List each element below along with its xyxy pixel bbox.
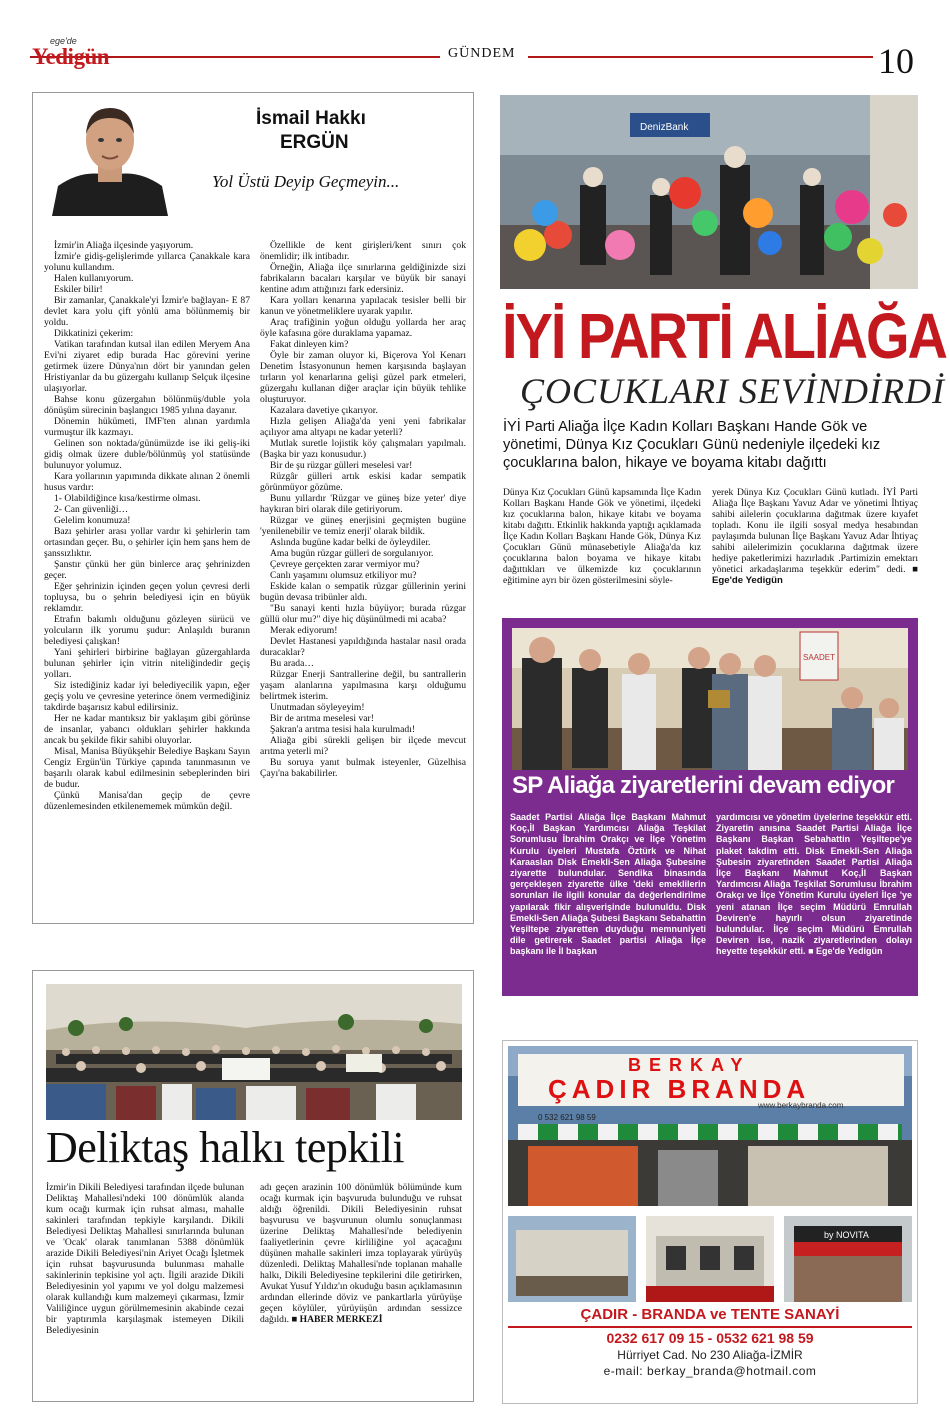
column-text-left xyxy=(44,240,250,912)
berkay-storefront-photo xyxy=(508,1046,912,1206)
column-paragraph: Bunu yıllardır 'Rüzgar ve güneş bize yeter' diye haykıran biri olarak dile getiriyorum. xyxy=(260,493,466,515)
bank-sign-text: DenizBank xyxy=(640,122,689,133)
column-paragraph: Bir zamanlar, Çanakkale'yi İzmir'e bağlayan- E 87 devlet kara yolu çift yönlü ama bölünmemiş bir yoldu. xyxy=(44,295,250,328)
iyi-parti-credit: ■ Ege'de Yedigün xyxy=(712,564,918,586)
column-paragraph: Siz istediğiniz kadar iyi belediyecilik yapın, eğer geçiş yolu ve çevresine yeterince önem vermediğiniz takdirde başarısız kabul edilirsiniz. xyxy=(44,680,250,713)
ad-thumb-3 xyxy=(784,1216,912,1302)
ad-address: Hürriyet Cad. No 230 Aliağa-İZMİR xyxy=(617,1348,803,1362)
column-paragraph: Kara yolları kenarına yapılacak tesisler belli bir kanun ve yönetmeliklere uyarak yapılır. xyxy=(260,295,466,317)
sp-body-left: Saadet Partisi Aliağa İlçe Başkanı Mahmut Koç,İl Başkan Yardımcısı Aliağa Teşkilat Sorumlusu İbrahim Orakçı ve İlçe Yönetim Kurulu üyeleri Mustafa Öztürk ve Nihat Karaaslan Disk Emekli-Sen Aliağa Şubesine ziyarette bulundular. Sendika binasında gerçekleşen ziyarette ülke 'deki emeklilerin sorunları ile ilgili konular da değerlendirilme yapılarak fikir alışverişinde bulunuldu. Disk Emekli-Sen Aliağa Şubesi Başkanı Sebahattin Yeşiltepe ziyaretten duyduğu memnuniyeti dile getirerek Saadet partisi Aliağa İlçe başkanı ile İl başkan xyxy=(510,812,706,957)
column-paragraph: Unutmadan söyleyeyim! xyxy=(270,702,365,713)
column-paragraph: Her ne kadar mantıksız bir yaklaşım gibi görünse de insanlar, yabancı oldukları şehirler hakkında ancak bu şekilde fikir sahibi oluyorlar. xyxy=(44,713,250,746)
deliktas-body-right-text: adı geçen arazinin 100 dönümlük bölümünde kum ocağı kurmak için başvuruda bulunduğu ve ruhsat aldığı öğrenildi. Dikili Belediyesinin ruhsat başvurusu ve başvurunun olumlu sonuçlanması üzerine Deliktaş Mahallesi'nde belediyenin faaliyetlerinin çevre kirliliğine yol açacağını düşünen mahalle sakinleri imza toplayarak yürüyüş düzenledi. Deliktaş Mahallesi'nde toplanan mahalle halkı, Dikili Belediyesine tepkilerini dile getirirken, Avukat Yusuf Yıldız'ın okuduğu basın açıklamasının ardından ellerinde döviz ve pankartlarla yürüyüşe geçen köylüler, yürüyüşün ardından sessizce dağıldı. xyxy=(260,1182,462,1325)
logo-tagline: ege'de xyxy=(50,36,77,46)
sp-poster-text: SAADET xyxy=(803,653,836,662)
column-paragraph: Kara yollarının yapımında dikkate alınan 2 önemli husus vardır: xyxy=(44,471,250,493)
ad-tagline: ÇADIR - BRANDA ve TENTE SANAYİ xyxy=(580,1306,840,1323)
column-paragraph: Mutlak suretle lojistik köy çalışmaları yapılmalı.(Başka bir yazı konusudur.) xyxy=(260,438,466,460)
author-first-name: İsmail Hakkı xyxy=(256,108,366,129)
column-paragraph: Rüzgar Enerji Santrallerine değil, bu santrallerin yaşam alanlarına yapılmasına karşı olduğumu belirtmek isterim. xyxy=(260,669,466,702)
deliktas-body-right xyxy=(260,1182,462,1325)
ad-thumb-2 xyxy=(646,1216,774,1302)
deliktas-credit: ■ HABER MERKEZİ xyxy=(291,1314,383,1325)
column-paragraph: Aslında bugüne kadar belki de öyleydiler. xyxy=(270,537,431,548)
sp-photo xyxy=(512,628,908,770)
column-paragraph: Hızla gelişen Aliağa'da yeni yeni fabrikalar açılıyor ama altyapı ne kadar yeterli? xyxy=(260,416,466,438)
column-paragraph: Bu soruya yanıt bulmak isteyenler, Güzelhisa Çayı'na bakabilirler. xyxy=(260,757,466,779)
ad-sign-main: ÇADIR BRANDA xyxy=(548,1074,811,1104)
column-paragraph: Araç trafiğinin yoğun olduğu yollarda her araç öyle kafasına göre duraklama yapamaz. xyxy=(260,317,466,339)
column-paragraph: Kazalara davetiye çıkarıyor. xyxy=(270,405,378,416)
column-paragraph: "Bu sanayi kenti hızla büyüyor; burada rüzgar güllü olur mu?" diye hiç düşünülmedi mi acaba? xyxy=(260,603,466,625)
column-paragraph: Etrafın bakımlı olduğunu gözleyen sürücü ve yolcuların ilk yorumu şudur: Anlaşıldı buranın belediyesi çalışkan! xyxy=(44,614,250,647)
column-title: Yol Üstü Deyip Geçmeyin... xyxy=(212,172,400,191)
iyi-parti-lead: İYİ Parti Aliağa İlçe Kadın Kolları Başkanı Hande Gök ve yönetimi, Dünya Kız Çocukları Günü nedeniyle ilçedeki kız çocuklarına balon, hikaye ve boyama kitabı dağıttı xyxy=(503,419,881,471)
column-paragraph: Gelelim konumuza! xyxy=(54,515,131,526)
ad-tagline-rule xyxy=(508,1326,912,1328)
column-paragraph: Canlı yaşamını olumsuz etkiliyor mu? xyxy=(270,570,417,581)
ad-brand-sign: by NOVITA xyxy=(824,1230,869,1240)
section-title: GÜNDEM xyxy=(448,46,516,61)
column-paragraph: Eskide kalan o sempatik rüzgar güllerinin yerini bugün devasa tribünler aldı. xyxy=(260,581,466,603)
column-paragraph: Ama bugün rüzgar gülleri de sorgulanıyor. xyxy=(270,548,434,559)
ad-sign-phone: 0 532 621 98 59 xyxy=(538,1113,596,1122)
header-rule-right xyxy=(528,56,873,58)
deliktas-photo xyxy=(46,984,462,1120)
deliktas-body-left: İzmir'in Dikili Belediyesi tarafından ilçede bulunan Deliktaş Mahallesi'ndeki 100 dönümlük alanda kum ocağı kurmak için ruhsat alması, mahalle sakinleri tarafından tepkiyle karşılandı. Dikili Belediyesi Deliktaş Mahallesi sınırlarında bulunan ve 'Ocak' olarak tanımlanan 5388 dönümlük arazide Dikili Belediyesi'nin Ariyet Ocağı İşletmek için ruhsat başvurusunda bulunması mahalle sakinlerinin tepkisine yol açtı. İlgili arazide Dikili Belediyesinin yol yapımı ve yol dolgu malzemesi olarak kullandığı kum malzemeyi çıkarması, İzmir Valiliğince uygun görülmemesinin akabinde cezai bir yaptırımla karşılaşmak istemeyen Dikili Belediyesinin xyxy=(46,1182,244,1336)
iyi-parti-headline: İYİ PARTİ ALİAĞA xyxy=(502,299,946,372)
sp-credit: ■ Ege'de Yedigün xyxy=(808,946,883,957)
column-paragraph: 2- Can güvenliği… xyxy=(54,504,129,515)
column-paragraph: Çünkü Manisa'dan geçip de çevre düzenlemesinden etkilenememek mümkün değil. xyxy=(44,790,250,812)
column-paragraph: Rüzgar ve güneş enerjisini geçmişten bugüne 'yenilenebilir ve temiz enerji' olarak bildik. xyxy=(260,515,466,537)
column-paragraph: Bazı şehirler arası yollar vardır ki şehirlerin tam ortasından geçer. Bu, o şehirler için hem şans hem de şanssızlıktır. xyxy=(44,526,250,559)
column-paragraph: Rüzgâr gülleri artık eskisi kadar sempatik görünmüyor gözüme. xyxy=(260,471,466,493)
column-paragraph: Dönemin hükümeti, IMF'ten alınan yardımla vurmuştur ilk kazmayı. xyxy=(44,416,250,438)
column-paragraph: Öyle bir zaman oluyor ki, Biçerova Yol Kenarı Denetim İstasyonunun hemen karşısında başlayan tırların yol kenarlarına gelişi güzel park etmeleri, güzergahı kullanan diğer araçlar için büyük tehlike oluşturuyor. xyxy=(260,350,466,405)
column-text-right xyxy=(260,240,466,912)
column-paragraph: Misal, Manisa Büyükşehir Belediye Başkanı Sayın Cengiz Ergün'ün Türkiye çapında tanınmasının ve başarılı olarak kabul edilmesinin sebeplerinden biri de budur. xyxy=(44,746,250,790)
column-paragraph: Çevreye gerçekten zarar vermiyor mu? xyxy=(270,559,420,570)
column-paragraph: Dikkatinizi çekerim: xyxy=(54,328,134,339)
newspaper-logo: Yedigün xyxy=(32,44,110,69)
sp-body-right-text: yardımcısı ve yönetim üyelerine teşekkür etti. Ziyaretin anısına Saadet Partisi Aliağa İlçe Başkanı Başkan Sebahattin Yeşiltepe'ye plaket takdim etti. Disk Emekli-Sen Aliağa Şubesin ziyaretinden Saadet Partisi Aliağa İlçe Başkanı Mahmut Koç,İl Başkan Yardımcısı Aliağa Teşkilat Sorumlusu İbrahim Orakçı ve İlçe Yönetim Kurulu üyeleri İlçe 'ye yeni atanan İlçe seçim Müdürü Emrullah Deviren'e hayırlı olsun ziyaretinde bulundular. İlçe seçim Müdürü Emrullah Deviren ise, nazik ziyaretlerinden dolayı heyette teşekkür etti. xyxy=(716,812,912,957)
column-paragraph: Bahse konu güzergahın bölünmüş/duble yola dönüşüm sürecinin başlangıcı 1985 yılına dayanır. xyxy=(44,394,250,416)
ad-sign-top: BERKAY xyxy=(628,1055,751,1075)
iyi-parti-body-right-text: yerek Dünya Kız Çocukları Günü kutladı. İYİ Parti Aliağa İlçe Başkanı Yavuz Adar ve yönetimi İhtiyaç sahibi ailelerin çocuklarına dağıtmak üzere kıyafet topladı. Konu ile ilgili sosyal medya hesabından paylaşımda bulunan İlçe Başkanı Yavuz Adar İhtiyaç sahibi ailelerimizin çocuklarına dağıtmak üzere hediye paketlerimizi hazırladık .Partimizin emektarı yönetici arkadaşlarıma teşekkür ederim" dedi. xyxy=(712,487,918,575)
iyi-parti-subhead: ÇOCUKLARI SEVİNDİRDİ xyxy=(520,371,945,411)
iyi-parti-photo xyxy=(500,95,918,289)
column-paragraph: Bu arada… xyxy=(270,658,314,669)
column-paragraph: Gelinen son noktada/günümüzde ise iki geliş-iki gidiş olmak üzere duble/bölünmüş yol statüsünde bulunuyor yolumuz. xyxy=(44,438,250,471)
column-paragraph: Bir de arıtma meselesi var! xyxy=(270,713,374,724)
column-paragraph: Örneğin, Aliağa ilçe sınırlarına geldiğinizde sizi fabrikaların bacaları karşılar ve büyük bir sanayi kentine adım attığınızı fark edersiniz. xyxy=(260,262,466,295)
ad-phones: 0232 617 09 15 - 0532 621 98 59 xyxy=(606,1330,814,1346)
author-photo xyxy=(44,96,176,216)
ad-sign-url: www.berkaybranda.com xyxy=(758,1101,844,1110)
column-paragraph: Eğer şehrinizin içinden geçen yolun çevresi derli topluysa, bu o şehrin belediyesi için en büyük reklamdır. xyxy=(44,581,250,614)
author-last-name: ERGÜN xyxy=(280,132,349,153)
column-paragraph: Şakran'a arıtma tesisi hala kurulmadı! xyxy=(270,724,416,735)
column-paragraph: Şanstır çünkü her gün binlerce araç şehrinizden geçer. xyxy=(44,559,250,581)
column-paragraph: İzmir'in Aliağa ilçesinde yaşıyorum. xyxy=(54,240,194,251)
column-paragraph: Özellikle de kent girişleri/kent sınırı çok önemlidir; ilk intibadır. xyxy=(260,240,466,262)
column-paragraph: Fakat dinleyen kim? xyxy=(270,339,349,350)
iyi-parti-body-right xyxy=(712,487,918,586)
column-paragraph: Eskiler bilir! xyxy=(54,284,103,295)
column-paragraph: Bir de şu rüzgar gülleri meselesi var! xyxy=(270,460,413,471)
column-paragraph: Devlet Hastanesi yapıldığında hastalar nasıl orada duracaklar? xyxy=(260,636,466,658)
column-paragraph: Yani şehirleri birbirine bağlayan güzergahlarda bulunan şehirler için vitrin niteliğindedir geçiş yolları. xyxy=(44,647,250,680)
ad-email: e-mail: berkay_branda@hotmail.com xyxy=(603,1364,817,1378)
iyi-parti-body-left: Dünya Kız Çocukları Günü kapsamında İlçe Kadın Kolları Başkanı Hande Gök ve yönetimi, ilçedeki kız çocuklarına balon, hikaye kitabı ve boyama kitabı dağıttı. Etkinlik hakkında yaptığı açıklamada İlçe Kadın Kolları Başkanı Hande Gök, Dünya Kız Çocukları Günü münasebetiyle Aliağa'da kız çocuklarına balon boyama ve hikaye kitabı dağıttıkları ve ülkemizde kız çocuklarının eğitimine ayrı bir özen gösterilmesini söyle- xyxy=(503,487,701,586)
deliktas-headline: Deliktaş halkı tepkili xyxy=(46,1123,405,1172)
column-paragraph: Vatikan tarafından kutsal ilan edilen Meryem Ana Evi'ni ziyaret edip burada Hac görevini yerine getirmek üzere Dünya'nın dört bir yanından gelen Hristiyanlar da bu güzergahı kullanıp Selçuk ilçesine ulaşıyorlar. xyxy=(44,339,250,394)
sp-headline: SP Aliağa ziyaretlerini devam ediyor xyxy=(512,772,895,799)
ad-thumb-1 xyxy=(508,1216,636,1302)
sp-body-right xyxy=(716,812,912,958)
column-paragraph: İzmir'e gidiş-gelişlerimde yıllarca Çanakkale kara yolunu kullandım. xyxy=(44,251,250,273)
column-paragraph: Aliağa gibi sürekli gelişen bir ilçede mevcut arıtma yeterli mi? xyxy=(260,735,466,757)
column-paragraph: Merak ediyorum! xyxy=(270,625,338,636)
column-paragraph: Halen kullanıyorum. xyxy=(54,273,134,284)
column-paragraph: 1- Olabildiğince kısa/kestirme olması. xyxy=(54,493,201,504)
page-number: 10 xyxy=(878,41,914,81)
